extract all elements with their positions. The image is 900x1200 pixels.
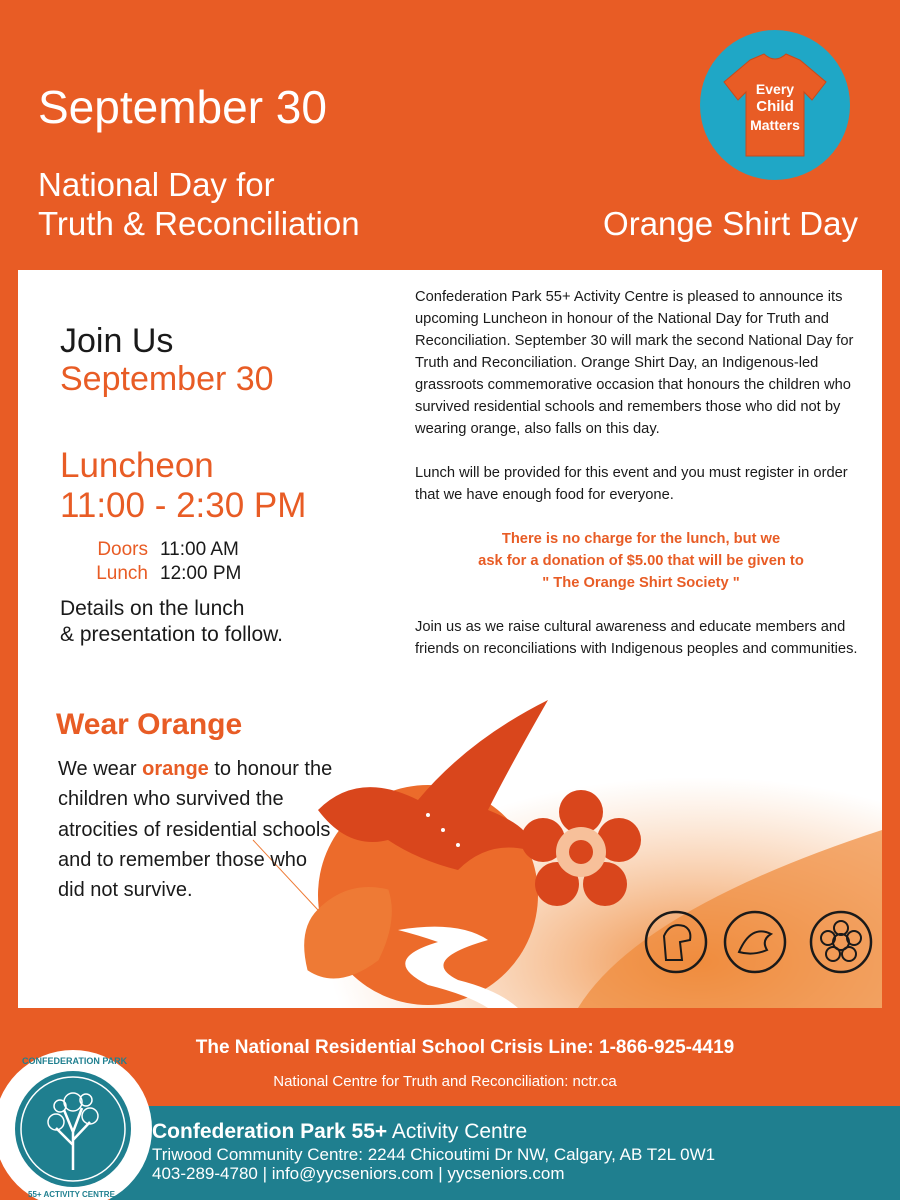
join-label: Join Us bbox=[60, 322, 174, 360]
details-note bbox=[60, 596, 283, 648]
header-subtitle-line1: National Day for bbox=[38, 166, 275, 203]
description-para2: Lunch will be provided for this event and you must register in order that we have enough food for everyone. bbox=[415, 465, 848, 503]
join-date: September 30 bbox=[60, 360, 274, 398]
footer-contact: 403-289-4780 | info@yycseniors.com | yycseniors.com bbox=[152, 1164, 565, 1183]
footer-org-name bbox=[152, 1120, 527, 1144]
content-panel bbox=[18, 270, 882, 1008]
header-date: September 30 bbox=[38, 81, 327, 133]
doors-time: 11:00 AM bbox=[160, 539, 239, 560]
donation-note bbox=[415, 528, 867, 594]
description bbox=[415, 286, 867, 682]
footer-org-name-rest: Activity Centre bbox=[387, 1120, 528, 1143]
wear-orange-title: Wear Orange bbox=[56, 708, 243, 741]
description-para1: Confederation Park 55+ Activity Centre is pleased to announce its upcoming Luncheon in honour of the National Day for Truth and Reconciliation. September 30 will mark the second National Day for Truth and Reconciliation. Orange Shirt Day, an Indigenous-led grassroots commemorative occasion that honours the children who survived residential schools and remembers those who did not by wearing orange, also falls on this day. bbox=[415, 289, 854, 437]
schedule bbox=[78, 538, 241, 586]
join-block bbox=[60, 322, 274, 398]
crisis-line: The National Residential School Crisis Line: 1-866-925-4419 bbox=[195, 1037, 735, 1058]
tree-icon bbox=[0, 1050, 152, 1200]
donation-line1: There is no charge for the lunch, but we bbox=[501, 531, 781, 547]
confederation-park-logo bbox=[0, 1050, 152, 1200]
header-subtitle-line2: Truth & Reconciliation bbox=[38, 205, 360, 242]
badge-line3: Matters bbox=[750, 117, 800, 133]
lunch-label: Lunch bbox=[96, 563, 148, 584]
badge-line1: Every bbox=[755, 81, 795, 97]
lunch-time: 12:00 PM bbox=[160, 563, 242, 584]
logo-top-text: CONFEDERATION PARK bbox=[22, 1056, 128, 1066]
wear-text-before: We wear bbox=[58, 758, 143, 780]
donation-line3: " The Orange Shirt Society " bbox=[542, 575, 740, 591]
footer-address: Triwood Community Centre: 2244 Chicoutimi Dr NW, Calgary, AB T2L 0W1 bbox=[152, 1145, 716, 1164]
nctr-line: National Centre for Truth and Reconciliation: nctr.ca bbox=[273, 1073, 617, 1090]
wear-orange-text bbox=[58, 754, 338, 905]
doors-label: Doors bbox=[97, 539, 148, 560]
orange-shirt-day-title: Orange Shirt Day bbox=[603, 205, 858, 242]
footer-org-name-bold: Confederation Park 55+ bbox=[152, 1120, 388, 1143]
details-line2: & presentation to follow. bbox=[60, 623, 283, 646]
header-subtitle bbox=[38, 165, 360, 243]
schedule-row-doors bbox=[78, 538, 241, 562]
wear-text-after: to honour the children who survived the atrocities of residential schools and to remember those who did not survive. bbox=[58, 758, 333, 902]
every-child-matters-badge bbox=[700, 30, 850, 180]
badge-line2: Child bbox=[756, 98, 794, 115]
luncheon-time: 11:00 - 2:30 PM bbox=[60, 486, 307, 525]
details-line1: Details on the lunch bbox=[60, 597, 245, 620]
logo-bottom-text: 55+ ACTIVITY CENTRE bbox=[28, 1190, 115, 1199]
luncheon-block bbox=[60, 446, 306, 526]
badge-text bbox=[700, 80, 850, 134]
luncheon-label: Luncheon bbox=[60, 446, 214, 485]
wear-text-highlight: orange bbox=[142, 758, 209, 780]
donation-line2: ask for a donation of $5.00 that will be given to bbox=[478, 553, 804, 569]
schedule-row-lunch bbox=[78, 562, 241, 586]
description-para3: Join us as we raise cultural awareness and educate members and friends on reconciliations with Indigenous peoples and communities. bbox=[415, 619, 858, 657]
